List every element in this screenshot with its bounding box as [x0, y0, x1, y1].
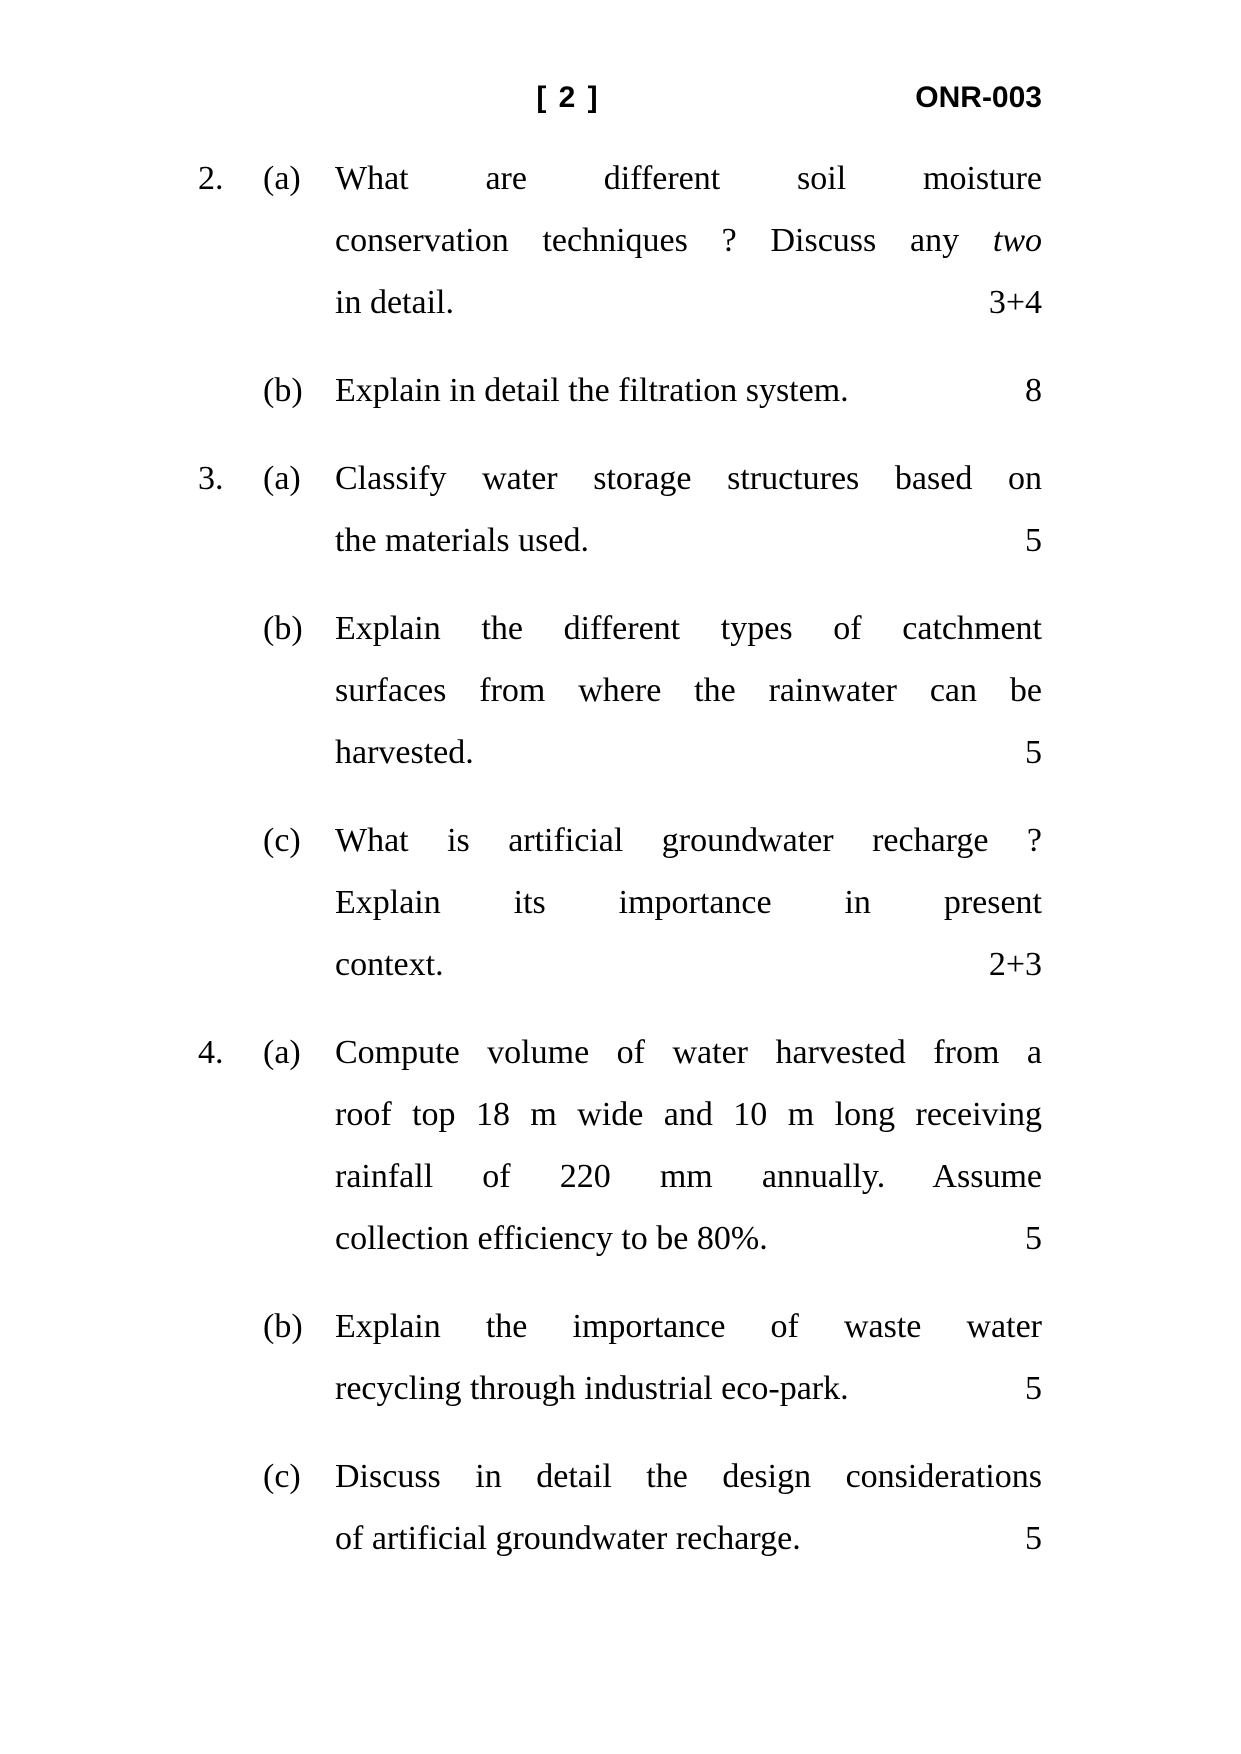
italic-text: two — [992, 222, 1042, 259]
part-label: (c) — [263, 822, 301, 859]
text-segment: Explain its importance in present — [335, 884, 1042, 921]
text-segment: roof top 18 m wide and 10 m long receiving — [335, 1096, 1042, 1133]
question-text-line: the materials used. — [335, 522, 589, 559]
question-part-row — [198, 1296, 1042, 1420]
question-last-line — [335, 1508, 1042, 1570]
text-segment: Explain the different types of catchment — [335, 610, 1042, 647]
question-text-line — [335, 1084, 1042, 1146]
question-text-line — [335, 598, 1042, 660]
question-last-line — [335, 360, 1042, 422]
question-text-line: in detail. — [335, 284, 454, 321]
question-text-line: Explain in detail the filtration system. — [335, 372, 849, 409]
question-text-line: collection efficiency to be 80%. — [335, 1220, 768, 1257]
text-segment: rainfall of 220 mm annually. Assume — [335, 1158, 1042, 1195]
marks-value: 8 — [1025, 372, 1042, 409]
question-number — [198, 360, 263, 422]
marks-value: 5 — [1025, 522, 1042, 559]
part-label: (b) — [263, 610, 303, 647]
part-body — [335, 448, 1042, 572]
part-label: (b) — [263, 1308, 303, 1345]
question-number — [198, 810, 263, 996]
question-last-line — [335, 722, 1042, 784]
question-number: 3. — [198, 460, 224, 497]
question-text-line — [335, 1296, 1042, 1358]
question-text-line — [335, 448, 1042, 510]
question-part-row — [198, 148, 1042, 334]
text-segment: Discuss in detail the design considerations — [335, 1458, 1042, 1495]
question-text-line — [335, 148, 1042, 210]
paper-code: ONR-003 — [915, 81, 1042, 114]
question-number — [198, 598, 263, 784]
question-text-line — [335, 1146, 1042, 1208]
part-body — [335, 360, 1042, 422]
text-segment: Classify water storage structures based on — [335, 460, 1042, 497]
question-part-row — [198, 360, 1042, 422]
part-body — [335, 810, 1042, 996]
question-last-line — [335, 1208, 1042, 1270]
page-number: [ 2 ] — [536, 81, 600, 114]
question-text-line — [335, 1022, 1042, 1084]
question-last-line — [335, 510, 1042, 572]
question-part-row — [198, 448, 1042, 572]
question-last-line — [335, 1358, 1042, 1420]
question-text-line — [335, 872, 1042, 934]
part-body — [335, 1296, 1042, 1420]
question-part-row — [198, 1446, 1042, 1570]
marks-value: 2+3 — [988, 946, 1042, 983]
part-body — [335, 148, 1042, 334]
part-label: (a) — [263, 1034, 301, 1071]
part-body — [335, 598, 1042, 784]
question-text-line: context. — [335, 946, 444, 983]
text-segment: Explain the importance of waste water — [335, 1308, 1042, 1345]
marks-value: 5 — [1025, 1520, 1042, 1557]
question-last-line — [335, 272, 1042, 334]
part-label: (a) — [263, 460, 301, 497]
question-text-line: harvested. — [335, 734, 474, 771]
question-number — [198, 1446, 263, 1570]
part-label: (c) — [263, 1458, 301, 1495]
question-text-line: recycling through industrial eco-park. — [335, 1370, 849, 1407]
question-text-line: of artificial groundwater recharge. — [335, 1520, 801, 1557]
marks-value: 5 — [1025, 1370, 1042, 1407]
text-segment: conservation techniques ? Discuss any — [335, 222, 993, 259]
text-segment: What is artificial groundwater recharge ? — [335, 822, 1042, 859]
part-body — [335, 1022, 1042, 1270]
part-label: (b) — [263, 372, 303, 409]
question-part-row — [198, 1022, 1042, 1270]
page-header — [198, 78, 1042, 118]
question-last-line — [335, 934, 1042, 996]
question-text-line — [335, 1446, 1042, 1508]
question-part-row — [198, 810, 1042, 996]
question-number: 2. — [198, 160, 224, 197]
text-segment: surfaces from where the rainwater can be — [335, 672, 1042, 709]
question-text-line — [335, 810, 1042, 872]
part-body — [335, 1446, 1042, 1570]
question-number — [198, 1296, 263, 1420]
question-part-row — [198, 598, 1042, 784]
part-label: (a) — [263, 160, 301, 197]
text-segment: Compute volume of water harvested from a — [335, 1034, 1042, 1071]
text-segment: What are different soil moisture — [335, 160, 1042, 197]
marks-value: 3+4 — [988, 284, 1042, 321]
marks-value: 5 — [1025, 1220, 1042, 1257]
question-text-line — [335, 660, 1042, 722]
marks-value: 5 — [1025, 734, 1042, 771]
questions — [198, 148, 1042, 1570]
question-number: 4. — [198, 1034, 224, 1071]
question-text-line — [335, 210, 1042, 272]
